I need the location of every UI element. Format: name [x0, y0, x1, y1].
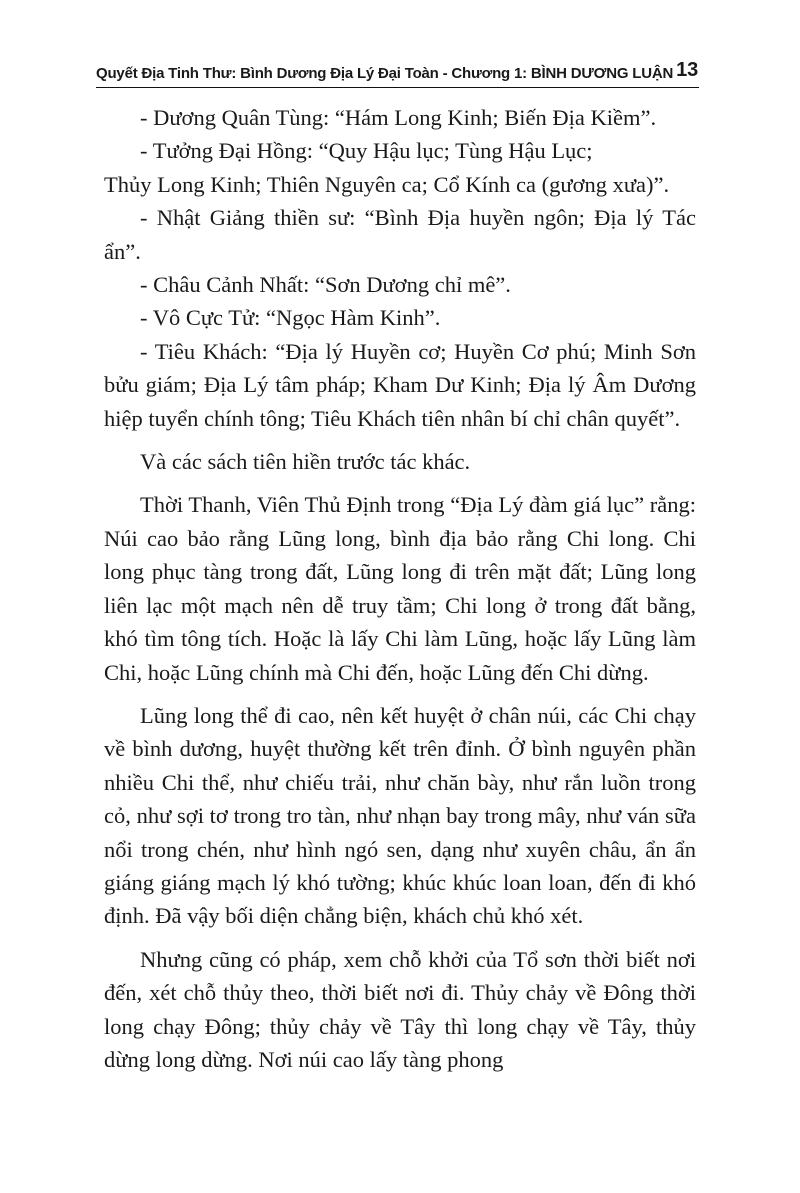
- paragraph-vien-thu-dinh: Thời Thanh, Viên Thủ Định trong “Địa Lý đàm giá lục” rằng: Núi cao bảo rằng Lũng long, bình địa bảo rằng Chi long. Chi long phục tàng trong đất, Lũng long đi trên mặt đất; Lũng long liên lạc một mạch nên dễ truy tầm; Chi long ở trong đất bằng, khó tìm tông tích. Hoặc là lấy Chi làm Lũng, hoặc lấy Lũng làm Chi, hoặc Lũng chính mà Chi đến, hoặc Lũng đến Chi dừng.: [104, 492, 696, 685]
- paragraph-source-tuong-dai-hong: - Tưởng Đại Hồng: “Quy Hậu lục; Tùng Hậu Lục;: [140, 138, 593, 164]
- paragraph-lung-long: Lũng long thể đi cao, nên kết huyệt ở chân núi, các Chi chạy về bình dương, huyệt thường kết trên đỉnh. Ở bình nguyên phần nhiều Chi thể, như chiếu trải, như chăn bày, như rắn luồn trong cỏ, như sợi tơ trong tro tàn, như nhạn bay trong mây, như ván sữa nổi trong chén, như hình ngó sen, dạng như xuyên châu, ẩn ẩn giáng giáng mạch lý khó tường; khúc khúc loan loan, đến đi khó định. Đã vậy bối diện chẳng biện, khách chủ khó xét.: [104, 702, 696, 929]
- header-rule: [96, 87, 699, 88]
- paragraph-source-tuong-dai-hong-cont: Thủy Long Kinh; Thiên Nguyên ca; Cổ Kính ca (gương xưa)”.: [104, 171, 670, 197]
- paragraph-source-duong-quan-tung: - Dương Quân Tùng: “Hám Long Kinh; Biến Địa Kiềm”.: [140, 105, 657, 130]
- paragraph-other-books: Và các sách tiên hiền trước tác khác.: [140, 449, 471, 475]
- paragraph-source-chau-canh-nhat: - Châu Cảnh Nhất: “Sơn Dương chỉ mê”.: [140, 272, 511, 298]
- running-header: [96, 48, 698, 82]
- page-number: 13: [676, 59, 698, 81]
- running-title: Quyết Địa Tinh Thư: Bình Dương Địa Lý Đại Toàn - Chương 1: BÌNH DƯƠNG LUẬN: [96, 65, 674, 82]
- paragraph-to-son: Nhưng cũng có pháp, xem chỗ khởi của Tổ sơn thời biết nơi đến, xét chỗ thủy theo, thời biết nơi đi. Thủy chảy về Đông thời long chạy Đông; thủy chảy về Tây thì long chạy về Tây, thủy dừng long dừng. Nơi núi cao lấy tàng phong: [104, 946, 696, 1072]
- paragraph-source-nhat-giang: - Nhật Giảng thiền sư: “Bình Địa huyền ngôn; Địa lý Tác ẩn”.: [104, 205, 696, 264]
- paragraph-source-tieu-khach: - Tiêu Khách: “Địa lý Huyền cơ; Huyền Cơ phú; Minh Sơn bửu giám; Địa Lý tâm pháp; Kham Dư Kinh; Địa lý Âm Dương hiệp tuyển chính tông; Tiêu Khách tiên nhân bí chỉ chân quyết”.: [104, 338, 696, 431]
- page-body: [104, 101, 696, 1076]
- paragraph-source-vo-cuc-tu: - Vô Cực Tử: “Ngọc Hàm Kinh”.: [140, 305, 441, 331]
